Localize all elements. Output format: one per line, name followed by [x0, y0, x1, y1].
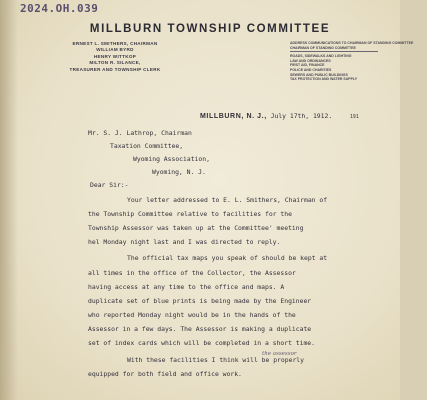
dateline-date: July 17th, 1912. — [270, 112, 333, 120]
committee-subheading: CHAIRMAN OF STANDING COMMITTEE — [290, 45, 356, 50]
member-line: MILTON R. SILANCE, — [89, 60, 141, 66]
archive-number: 2024.OH.039 — [20, 2, 99, 15]
recipient-line: Wyoming, N. J. — [152, 168, 206, 176]
letterhead-members — [40, 41, 190, 73]
committee-heading: ADDRESS COMMUNICATIONS TO CHAIRMAN OF STANDING COMMITTEE — [290, 41, 414, 45]
body-line: With these facilities I think will be properly — [127, 356, 304, 364]
member-line: HENRY WITTKOP — [93, 53, 137, 59]
body-line: having access at any time to the office and maps. A — [88, 283, 285, 291]
body-line: who reported Monday night would be in the hands of the — [88, 311, 296, 319]
body-line: the Township Committee relative to facilities for the — [88, 210, 292, 218]
recipient-line: Wyoming Association, — [133, 155, 210, 163]
committee-item: LAW AND ORDINANCES — [290, 58, 331, 63]
salutation: Dear Sir:- — [90, 181, 129, 189]
body-line: hel Monday night last and I was directed to reply. — [88, 238, 281, 246]
dateline-year-prefix: 191 — [350, 115, 359, 120]
body-line: all times in the office of the Collector, the Assessor — [88, 269, 296, 277]
committee-item: TAX PROTECTION AND WATER SUPPLY — [290, 77, 358, 82]
body-line: Township Assessor was taken up at the Committee' meeting — [88, 224, 304, 232]
body-line: Your letter addressed to E. L. Smithers, Chairman of — [127, 196, 328, 204]
recipient-line: Taxation Committee, — [110, 142, 184, 150]
member-line: ERNEST L. SMITHERS, CHAIRMAN — [72, 41, 158, 46]
handwritten-insert: the assessor — [262, 351, 297, 357]
body-line: The official tax maps you speak of should be kept at — [127, 254, 328, 262]
member-line: WILLIAM BYRD — [96, 47, 134, 53]
body-line: duplicate set of blue prints is being made by the Engineer — [88, 297, 312, 305]
page-edge-shadow — [0, 0, 18, 400]
committee-rule — [290, 51, 378, 52]
letterhead-title: MILLBURN TOWNSHIP COMMITTEE — [89, 23, 331, 35]
member-line: TREASURER AND TOWNSHIP CLERK — [69, 66, 161, 72]
dateline — [200, 112, 385, 120]
letterhead-committees — [290, 41, 414, 82]
committee-item: FIRST AID, FINANCE — [290, 63, 325, 68]
body-line: set of index cards which will be completed in a short time. — [88, 339, 316, 347]
dateline-place: MILLBURN, N. J., — [200, 113, 267, 120]
committee-item: POLICE AND CHARITIES — [290, 67, 332, 72]
committee-item: SEWERS AND PUBLIC BUILDINGS — [290, 72, 348, 77]
recipient-line: Mr. S. J. Lathrop, Chairman — [88, 129, 192, 137]
committee-item: ROADS, SIDEWALKS AND LIGHTING — [290, 53, 352, 58]
body-line: Assessor in a few days. The Assessor is making a duplicate — [88, 325, 312, 333]
body-line: equipped for both field and office work. — [88, 370, 242, 378]
